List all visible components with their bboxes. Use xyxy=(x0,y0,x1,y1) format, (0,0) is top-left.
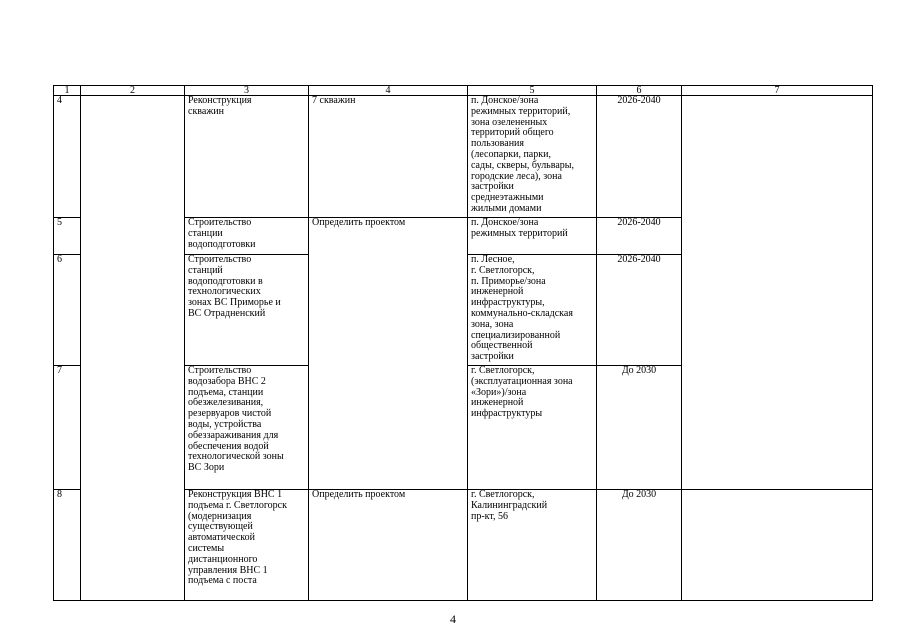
col7-cell xyxy=(682,490,873,601)
period-cell: До 2030 xyxy=(597,366,682,490)
column-header: 7 xyxy=(682,86,873,96)
infrastructure-table xyxy=(53,85,873,601)
row-number: 5 xyxy=(54,218,81,255)
period-cell: 2026-2040 xyxy=(597,218,682,255)
object-cell: Строительство водозабора ВНС 2 подъема, станции обезжелезивания, резервуаров чистой воды, устройства обеззараживания для обеспечения водой технологической зоны ВС Зори xyxy=(185,366,309,490)
object-cell: Строительство станций водоподготовки в технологических зонах ВС Приморье и ВС Отрадненский xyxy=(185,255,309,366)
object-cell: Реконструкция ВНС 1 подъема г. Светлогорск (модернизация существующей автоматической системы дистанционного управления ВНС 1 подъема с поста xyxy=(185,490,309,601)
row-number: 8 xyxy=(54,490,81,601)
column-header: 1 xyxy=(54,86,81,96)
table-row xyxy=(54,96,873,218)
location-cell: г. Светлогорск, Калининградский пр-кт, 56 xyxy=(468,490,597,601)
period-cell: 2026-2040 xyxy=(597,255,682,366)
params-cell: 7 скважин xyxy=(309,96,468,218)
location-cell: п. Донское/зона режимных территорий xyxy=(468,218,597,255)
col7-cell xyxy=(682,96,873,490)
object-cell: Строительство станции водоподготовки xyxy=(185,218,309,255)
table-header-row xyxy=(54,86,873,96)
row-number: 4 xyxy=(54,96,81,218)
column-header: 3 xyxy=(185,86,309,96)
object-cell: Реконструкция скважин xyxy=(185,96,309,218)
period-cell: До 2030 xyxy=(597,490,682,601)
column-header: 5 xyxy=(468,86,597,96)
location-cell: п. Донское/зона режимных территорий, зона озелененных территорий общего пользования (лесопарки, парки, сады, скверы, бульвары, городские леса), зона застройки среднеэтажными жилыми домами xyxy=(468,96,597,218)
column-header: 4 xyxy=(309,86,468,96)
location-cell: п. Лесное, г. Светлогорск, п. Приморье/зона инженерной инфраструктуры, коммунально-складская зона, зона специализированной общественной застройки xyxy=(468,255,597,366)
period-cell: 2026-2040 xyxy=(597,96,682,218)
row-number: 6 xyxy=(54,255,81,366)
column-header: 6 xyxy=(597,86,682,96)
col2-cell xyxy=(81,96,185,601)
column-header: 2 xyxy=(81,86,185,96)
row-number: 7 xyxy=(54,366,81,490)
params-cell: Определить проектом xyxy=(309,490,468,601)
location-cell: г. Светлогорск, (эксплуатационная зона «Зори»)/зона инженерной инфраструктуры xyxy=(468,366,597,490)
page-number: 4 xyxy=(450,612,456,626)
params-cell: Определить проектом xyxy=(309,218,468,490)
